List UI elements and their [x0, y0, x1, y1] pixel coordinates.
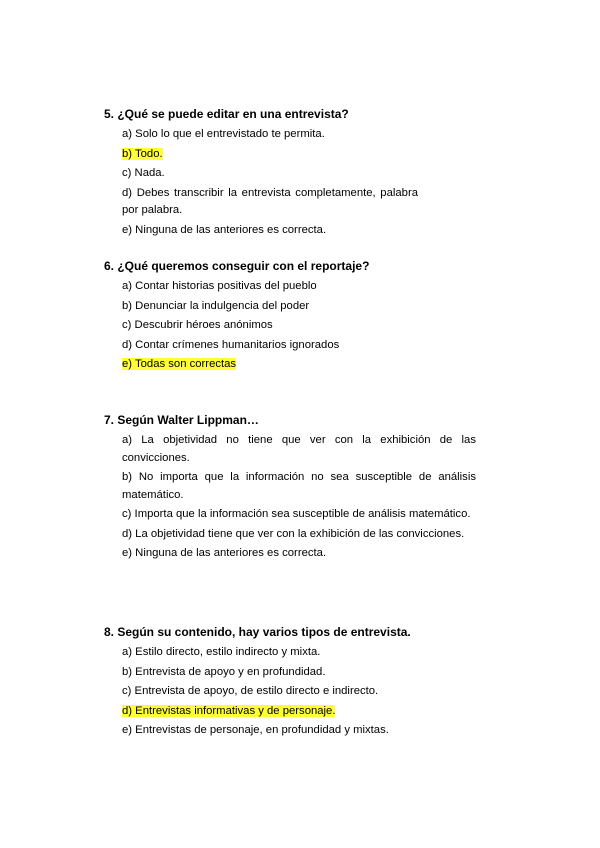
answer-text: a) Solo lo que el entrevistado te permita. [122, 128, 325, 140]
answer-text: d) La objetividad tiene que ver con la exhibición de las convicciones. [122, 527, 465, 540]
answer-text: b) Denunciar la indulgencia del poder [122, 299, 310, 312]
answer-text-highlighted: d) Entrevistas informativas y de personaje. [122, 704, 336, 717]
answer-a [122, 126, 476, 144]
answer-b [122, 146, 476, 164]
answer-c [122, 683, 476, 701]
answer-text: b) No importa que la información no sea susceptible de análisis matemático. [122, 471, 476, 501]
answer-b [122, 664, 476, 682]
answer-b [122, 469, 476, 504]
answer-list [104, 278, 476, 374]
question-title: 5. ¿Qué se puede editar en una entrevista? [104, 107, 349, 121]
answer-text-highlighted: e) Todas son correctas [122, 358, 237, 370]
question-8 [104, 624, 476, 742]
answer-text: d) Contar crímenes humanitarios ignorados [122, 338, 340, 351]
answer-text: a) Estilo directo, estilo indirecto y mixta. [122, 646, 321, 658]
answer-list [104, 644, 476, 740]
answer-a [122, 432, 476, 467]
question-7 [104, 412, 476, 565]
answer-text: e) Entrevistas de personaje, en profundidad y mixtas. [122, 724, 389, 736]
answer-text: c) Entrevista de apoyo, de estilo directo e indirecto. [122, 685, 379, 697]
answer-d [122, 703, 476, 721]
answer-c [122, 165, 476, 183]
answer-c [122, 506, 476, 524]
answer-d [122, 526, 476, 544]
answer-text: a) Contar historias positivas del pueblo [122, 280, 317, 292]
answer-text: d) Debes transcribir la entrevista completamente, palabra por palabra. [122, 186, 418, 216]
answer-c [122, 317, 476, 335]
question-title: 8. Según su contenido, hay varios tipos de entrevista. [104, 625, 411, 639]
answer-text: c) Descubrir héroes anónimos [122, 319, 273, 331]
answer-text: e) Ninguna de las anteriores es correcta. [122, 223, 327, 236]
answer-e [122, 356, 476, 374]
answer-d [122, 337, 476, 355]
answer-a [122, 644, 476, 662]
answer-list [104, 126, 476, 239]
answer-e [122, 222, 476, 240]
answer-text: b) Entrevista de apoyo y en profundidad. [122, 665, 326, 678]
answer-text: c) Importa que la información sea susceptible de análisis matemático. [122, 508, 471, 520]
question-5 [104, 106, 476, 241]
answer-text-highlighted: b) Todo. [122, 147, 163, 160]
answer-d [122, 185, 476, 220]
question-6 [104, 258, 476, 376]
answer-text: a) La objetividad no tiene que ver con la exhibición de las convicciones. [122, 434, 476, 464]
answer-a [122, 278, 476, 296]
answer-e [122, 722, 476, 740]
answer-text: c) Nada. [122, 167, 165, 179]
question-title: 7. Según Walter Lippman… [104, 413, 259, 427]
answer-e [122, 545, 476, 563]
question-title: 6. ¿Qué queremos conseguir con el reportaje? [104, 259, 370, 273]
answer-text: e) Ninguna de las anteriores es correcta. [122, 547, 327, 559]
answer-list [104, 432, 476, 563]
answer-b [122, 298, 476, 316]
